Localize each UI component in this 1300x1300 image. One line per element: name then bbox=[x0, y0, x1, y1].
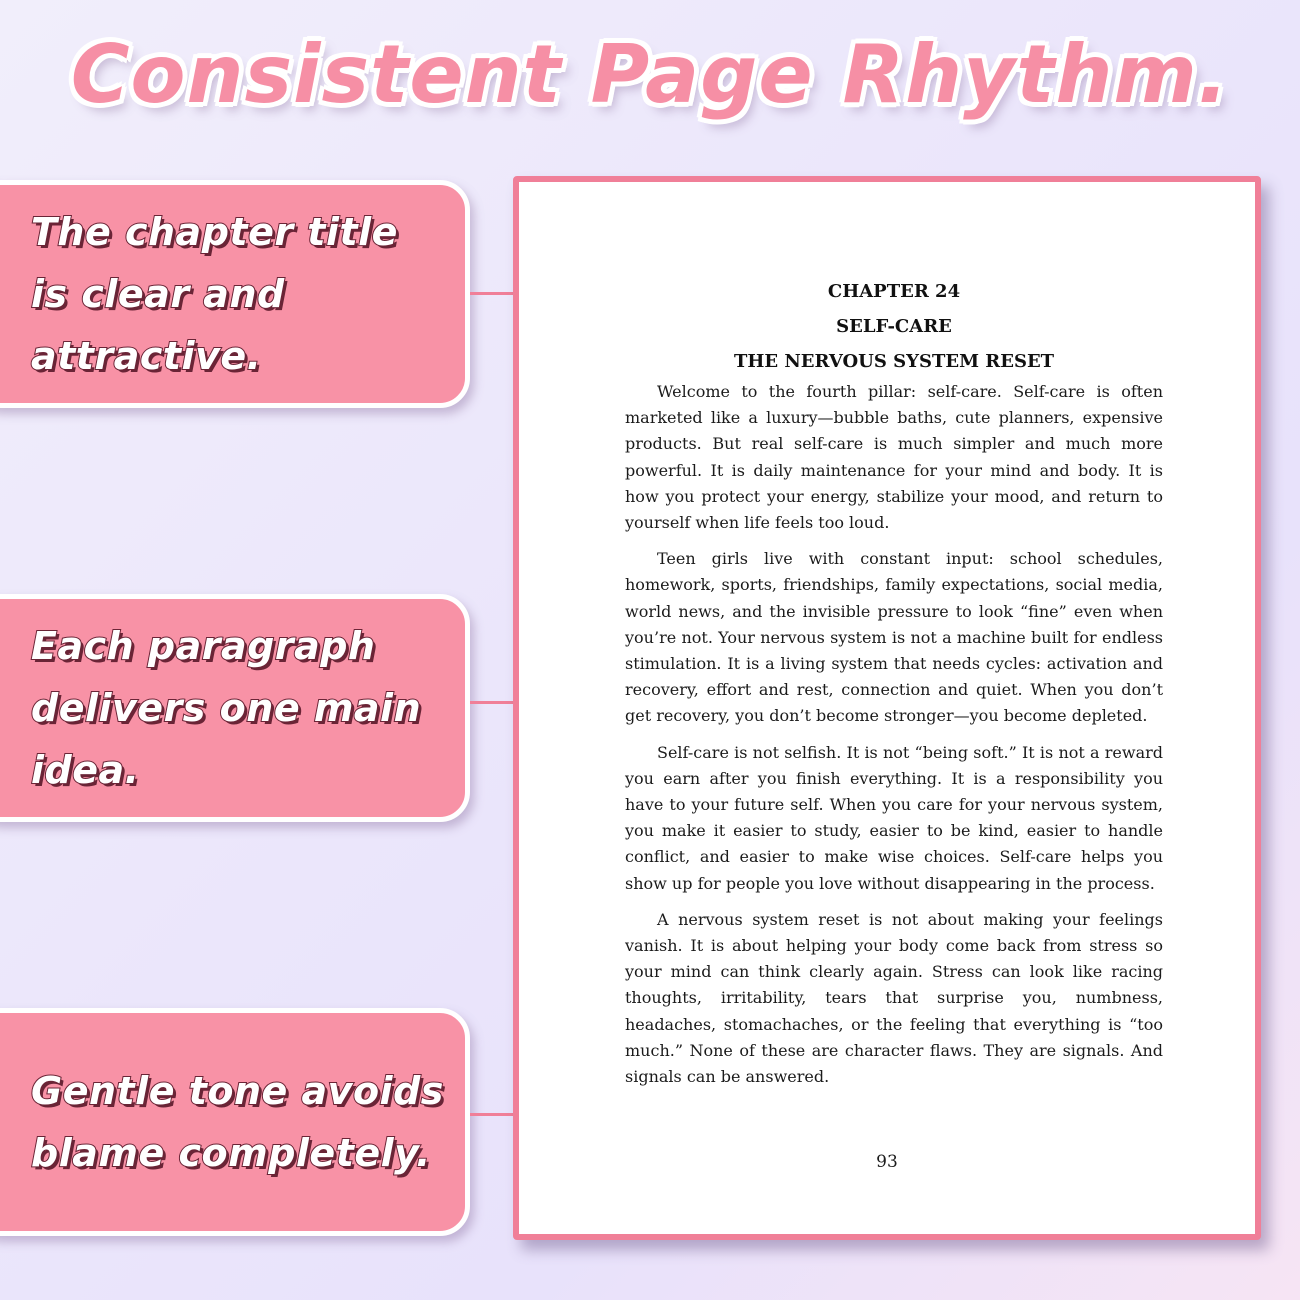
chapter-subtitle: THE NERVOUS SYSTEM RESET bbox=[733, 351, 1055, 372]
paragraph: Teen girls live with constant input: school schedules, homework, sports, friendships, family expectations, social media, world news, and the invisible pressure to look “fine” even when you’re not. Your nervous system is not a machine built for endless stimulation. It is a living system that needs cycles: activation and recovery, effort and rest, connection and quiet. When you don’t get recovery, you don’t become stronger—you become depleted. bbox=[625, 549, 1163, 726]
callout-text: Gentle tone avoids blame completely. bbox=[31, 1069, 444, 1175]
callout-text: The chapter title is clear and attractive. bbox=[31, 210, 398, 378]
page-body bbox=[625, 274, 1163, 1100]
paragraph: Self-care is not selfish. It is not “being soft.” It is not a reward you earn after you finish everything. It is a responsibility you have to your future self. When you care for your nervous system, you make it easier to study, easier to be kind, easier to handle conflict, and easier to make wise choices. Self-care helps you show up for people you love without disappearing in the process. bbox=[625, 742, 1163, 893]
callout-chapter-title bbox=[0, 180, 470, 408]
callout-text: Each paragraph delivers one main idea. bbox=[31, 624, 422, 792]
callout-gentle-tone bbox=[0, 1008, 470, 1236]
paragraph: Welcome to the fourth pillar: self-care. Self-care is often marketed like a luxury—bubble baths, cute planners, expensive products. But real self-care is much simpler and much more powerful. It is daily maintenance for your mind and body. It is how you protect your energy, stabilize your mood, and return to yourself when life feels too loud. bbox=[625, 382, 1163, 533]
callout-paragraph-idea bbox=[0, 594, 470, 822]
headline: Consistent Page Rhythm. bbox=[70, 28, 1230, 121]
chapter-label: CHAPTER 24 bbox=[827, 281, 961, 302]
book-page bbox=[513, 176, 1261, 1240]
chapter-title: SELF-CARE bbox=[836, 316, 952, 337]
page-number: 93 bbox=[876, 1152, 898, 1172]
paragraph: A nervous system reset is not about making your feelings vanish. It is about helping your body come back from stress so your mind can think clearly again. Stress can look like racing thoughts, irritability, tears that surprise you, numbness, headaches, stomachaches, or the feeling that everything is “too much.” None of these are character flaws. They are signals. And signals can be answered. bbox=[625, 909, 1163, 1087]
